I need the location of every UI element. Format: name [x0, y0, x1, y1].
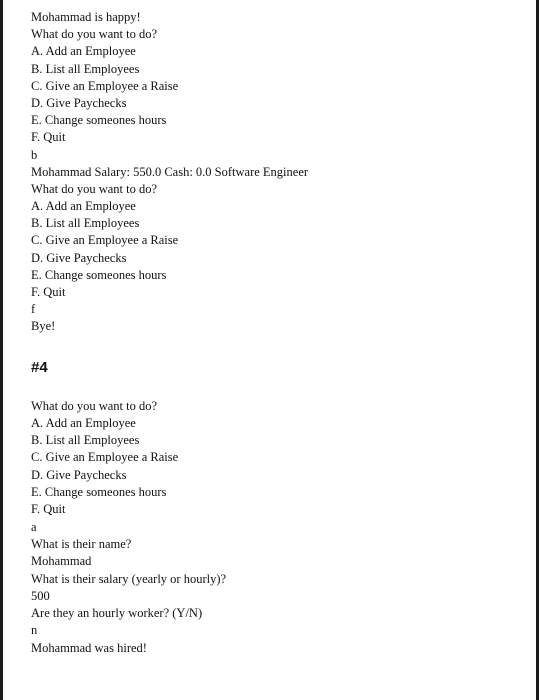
menu-option-hours: E. Change someones hours: [31, 113, 167, 128]
prompt-line: What is their salary (yearly or hourly)?: [31, 571, 227, 586]
output-line: Mohammad was hired!: [31, 640, 147, 655]
menu-option-list: B. List all Employees: [31, 61, 140, 76]
user-input-line: f: [31, 302, 36, 317]
left-border: [0, 0, 3, 700]
console-output-section-1: [31, 9, 521, 336]
output-line: Bye!: [31, 319, 56, 334]
menu-option-raise: C. Give an Employee a Raise: [31, 233, 179, 248]
prompt-line: What do you want to do?: [31, 27, 158, 42]
prompt-line: What do you want to do?: [31, 181, 158, 196]
prompt-line: What do you want to do?: [31, 398, 158, 413]
user-input-line: a: [31, 519, 37, 534]
user-input-line: b: [31, 147, 38, 162]
section-heading: #4: [31, 358, 48, 376]
menu-option-raise: C. Give an Employee a Raise: [31, 450, 179, 465]
menu-option-add: A. Add an Employee: [31, 199, 136, 214]
user-input-line: n: [31, 623, 38, 638]
user-input-line: Mohammad: [31, 554, 92, 569]
menu-option-paychecks: D. Give Paychecks: [31, 95, 127, 110]
console-output-section-2: [31, 398, 521, 657]
employee-record-line: Mohammad Salary: 550.0 Cash: 0.0 Software Engineer: [31, 164, 309, 179]
menu-option-raise: C. Give an Employee a Raise: [31, 78, 179, 93]
menu-option-quit: F. Quit: [31, 130, 66, 145]
menu-option-list: B. List all Employees: [31, 216, 140, 231]
menu-option-quit: F. Quit: [31, 502, 66, 517]
menu-option-hours: E. Change someones hours: [31, 485, 167, 500]
prompt-line: Are they an hourly worker? (Y/N): [31, 606, 203, 621]
menu-option-add: A. Add an Employee: [31, 415, 136, 430]
user-input-line: 500: [31, 588, 50, 603]
menu-option-paychecks: D. Give Paychecks: [31, 250, 127, 265]
menu-option-paychecks: D. Give Paychecks: [31, 467, 127, 482]
menu-option-hours: E. Change someones hours: [31, 267, 167, 282]
menu-option-add: A. Add an Employee: [31, 44, 136, 59]
document-page: [31, 9, 521, 657]
prompt-line: What is their name?: [31, 536, 132, 551]
output-line: Mohammad is happy!: [31, 10, 141, 24]
menu-option-quit: F. Quit: [31, 285, 66, 299]
menu-option-list: B. List all Employees: [31, 433, 140, 448]
